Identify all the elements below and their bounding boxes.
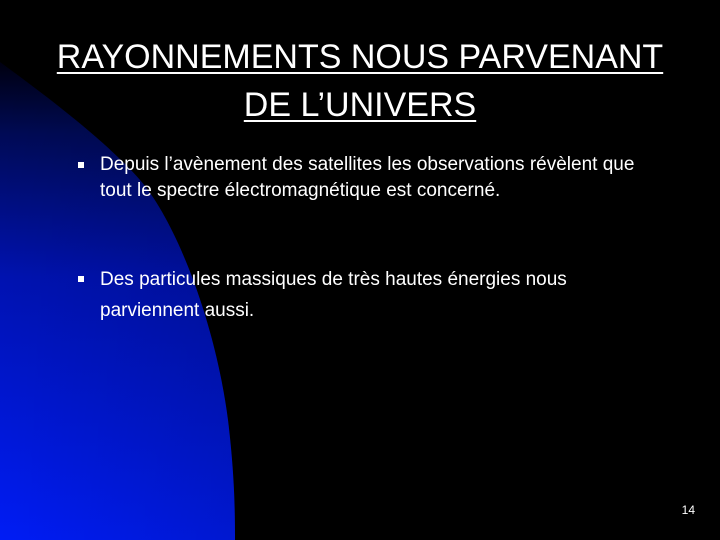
slide-title-line-1: RAYONNEMENTS NOUS PARVENANT <box>56 38 664 76</box>
square-bullet-icon <box>78 162 84 168</box>
bullet-item <box>78 152 658 204</box>
bullet-list <box>78 152 658 326</box>
bullet-item <box>78 264 658 326</box>
page-number: 14 <box>681 503 695 517</box>
square-bullet-icon <box>78 276 84 282</box>
slide-title-line-2: DE L’UNIVERS <box>243 86 477 124</box>
bullet-text: Depuis l’avènement des satellites les observations révèlent que tout le spectre électromagnétique est concerné. <box>100 154 635 201</box>
slide-title <box>20 33 700 129</box>
bullet-text: Des particules massiques de très hautes énergies nous parviennent aussi. <box>100 269 567 321</box>
